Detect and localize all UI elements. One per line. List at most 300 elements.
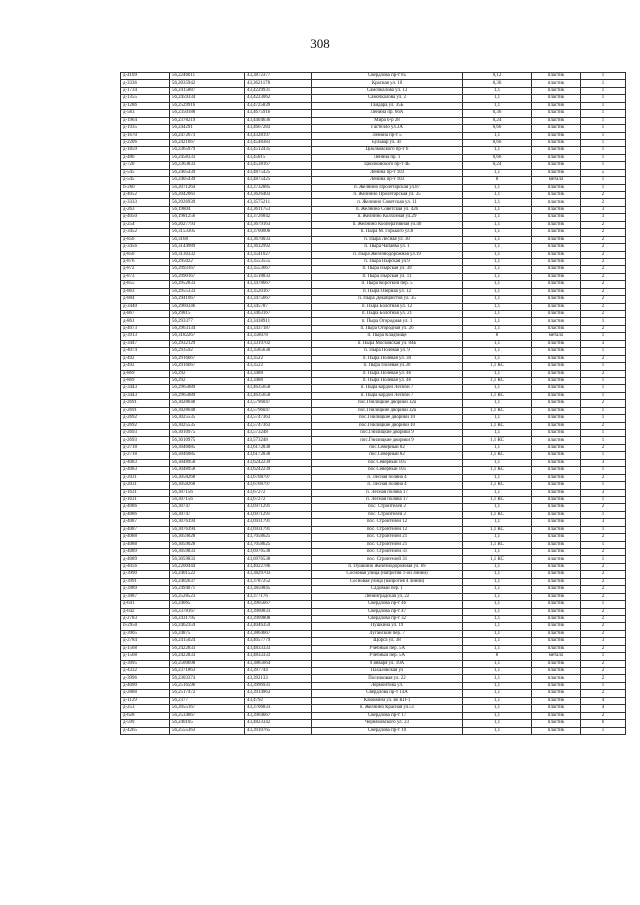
count-cell: 1 — [581, 482, 626, 489]
volume-cell: 1,1 — [463, 638, 532, 645]
material-cell: пластик — [532, 549, 581, 556]
table-row — [121, 73, 626, 80]
count-cell: 1 — [581, 511, 626, 518]
count-cell: 2 — [581, 296, 626, 303]
volume-cell: 1,1 — [463, 593, 532, 600]
latitude-cell: 56,30747 — [170, 511, 245, 518]
site-id-cell: д-2718 — [121, 452, 170, 459]
address-cell: Гайдара ул. 35Б — [312, 102, 463, 109]
volume-cell: 1,1 — [463, 534, 532, 541]
longitude-cell: 43,6708797 — [245, 474, 312, 481]
longitude-cell: 43,4512435 — [245, 147, 312, 154]
volume-cell: 1,1 КС — [463, 526, 532, 533]
count-cell: 1 — [581, 95, 626, 102]
address-cell: Свердлова пр-т 32 — [312, 615, 463, 622]
longitude-cell: 43,3621178 — [245, 80, 312, 87]
site-id-cell: д-4052 — [121, 192, 170, 199]
material-cell: пластик — [532, 504, 581, 511]
count-cell: 1 — [581, 452, 626, 459]
latitude-cell: 56,244291 — [170, 125, 245, 132]
material-cell: пластик — [532, 563, 581, 570]
material-cell: пластик — [532, 660, 581, 667]
longitude-cell: 43,397744 — [245, 668, 312, 675]
longitude-cell: 43,3553667 — [245, 266, 312, 273]
longitude-cell: 43,5796047 — [245, 400, 312, 407]
address-cell: п. Пыра Декабристов ул. 35 — [312, 296, 463, 303]
count-cell: 1 — [581, 467, 626, 474]
latitude-cell: 56,2952833 — [170, 281, 245, 288]
longitude-cell: 43,67272 — [245, 489, 312, 496]
site-id-cell: д-3443 — [121, 385, 170, 392]
latitude-cell: 56,2965889 — [170, 392, 245, 399]
material-cell: пластик — [532, 593, 581, 600]
volume-cell: 0,24 — [463, 117, 532, 124]
longitude-cell: 43,4823342 — [245, 720, 312, 727]
table-row — [121, 504, 626, 511]
count-cell: 2 — [581, 258, 626, 265]
table-row — [121, 519, 626, 526]
volume-cell: 1,1 — [463, 214, 532, 221]
count-cell: 1 — [581, 556, 626, 563]
material-cell: пластик — [532, 147, 581, 154]
latitude-cell: 56,2405439 — [170, 169, 245, 176]
table-row — [121, 102, 626, 109]
address-cell: Сосновая улица (напротив 1-ой линии) — [312, 571, 463, 578]
latitude-cell: 56,2955333 — [170, 288, 245, 295]
volume-cell: 1,1 — [463, 251, 532, 258]
volume-cell: 1,1 КС — [463, 452, 532, 459]
volume-cell: 1,1 — [463, 571, 532, 578]
material-cell: металл — [532, 177, 581, 184]
material-cell: пластик — [532, 258, 581, 265]
volume-cell: 1,1 — [463, 266, 532, 273]
count-cell: 5 — [581, 169, 626, 176]
table-row — [121, 110, 626, 117]
table-row — [121, 407, 626, 414]
site-id-cell: д-1129 — [121, 697, 170, 704]
material-cell: пластик — [532, 541, 581, 548]
table-row — [121, 355, 626, 362]
volume-cell: 0,66 — [463, 125, 532, 132]
material-cell: пластик — [532, 229, 581, 236]
count-cell: 2 — [581, 273, 626, 280]
table-row — [121, 697, 626, 704]
longitude-cell: 43,573248 — [245, 430, 312, 437]
table-row — [121, 80, 626, 87]
site-id-cell: д-4265 — [121, 727, 170, 734]
address-cell: пос.Гнилицкие дворики 32а — [312, 407, 463, 414]
material-cell: пластик — [532, 110, 581, 117]
count-cell: 1 — [581, 377, 626, 384]
volume-cell: 1,1 — [463, 675, 532, 682]
latitude-cell: 56,292 — [170, 370, 245, 377]
table-row — [121, 444, 626, 451]
address-cell: п. Пыра Пырская ул. 39 — [312, 266, 463, 273]
latitude-cell: 56,3058268 — [170, 474, 245, 481]
table-row — [121, 645, 626, 652]
material-cell: пластик — [532, 623, 581, 630]
site-id-cell: д-4087 — [121, 519, 170, 526]
material-cell: пластик — [532, 348, 581, 355]
volume-cell: 1,1 КС — [463, 407, 532, 414]
material-cell: пластик — [532, 534, 581, 541]
site-id-cell: д-850 — [121, 251, 170, 258]
longitude-cell: 43,6971291 — [245, 511, 312, 518]
longitude-cell: 43,3910765 — [245, 727, 312, 734]
material-cell: пластик — [532, 318, 581, 325]
latitude-cell: 56,2378219 — [170, 117, 245, 124]
latitude-cell: 56,2405439 — [170, 177, 245, 184]
count-cell: 2 — [581, 660, 626, 667]
address-cell: Самочкалова ул. 13 — [312, 87, 463, 94]
site-id-cell: д-492 — [121, 363, 170, 370]
longitude-cell: 43,6976538 — [245, 549, 312, 556]
longitude-cell: 43,3520167 — [245, 288, 312, 295]
container-sites-table — [120, 72, 605, 735]
material-cell: пластик — [532, 705, 581, 712]
address-cell: Ленина пр. 66А — [312, 110, 463, 117]
page-number: 308 — [310, 36, 330, 51]
latitude-cell: 56,2421667 — [170, 139, 245, 146]
site-id-cell: д-3990 — [121, 571, 170, 578]
address-cell: пос.Гнилицкие дворики 10 — [312, 422, 463, 429]
material-cell: пластик — [532, 311, 581, 318]
address-cell: п. Лесная поляна 4 — [312, 482, 463, 489]
address-cell: пос. Строителей 31 — [312, 549, 463, 556]
longitude-cell: 43,3438911 — [245, 318, 312, 325]
latitude-cell: 56,2462359 — [170, 623, 245, 630]
table-row — [121, 675, 626, 682]
volume-cell: 1,1 — [463, 578, 532, 585]
material-cell: пластик — [532, 467, 581, 474]
table-row — [121, 340, 626, 347]
table-row — [121, 556, 626, 563]
latitude-cell: 56,2932129 — [170, 340, 245, 347]
site-id-cell: д-4088 — [121, 541, 170, 548]
longitude-cell: 43,4328197 — [245, 132, 312, 139]
longitude-cell: 43,3437187 — [245, 325, 312, 332]
volume-cell: 1,1 — [463, 586, 532, 593]
address-cell: п. Пыра Пырская ул.9 — [312, 258, 463, 265]
site-id-cell: д-2784 — [121, 638, 170, 645]
longitude-cell: 43,3475667 — [245, 296, 312, 303]
table-row — [121, 281, 626, 288]
site-id-cell: д-2693 — [121, 437, 170, 444]
material-cell: пластик — [532, 251, 581, 258]
volume-cell: 1,1 — [463, 459, 532, 466]
address-cell: пос. Строителей 31 — [312, 556, 463, 563]
latitude-cell: 56,3025535 — [170, 422, 245, 429]
table-row — [121, 430, 626, 437]
volume-cell: 1,1 — [463, 340, 532, 347]
volume-cell: 1,1 КС — [463, 556, 532, 563]
site-id-cell: д-4083 — [121, 467, 170, 474]
material-cell: пластик — [532, 125, 581, 132]
site-id-cell: д-3452 — [121, 229, 170, 236]
count-cell: 2 — [581, 311, 626, 318]
table-row — [121, 288, 626, 295]
longitude-cell: 43,4725839 — [245, 102, 312, 109]
address-cell: п. Пыра Огородная ул. 1 — [312, 318, 463, 325]
material-cell: пластик — [532, 474, 581, 481]
latitude-cell: 56,3025535 — [170, 415, 245, 422]
latitude-cell: 56,3048958 — [170, 459, 245, 466]
table-row — [121, 720, 626, 727]
material-cell: пластик — [532, 162, 581, 169]
volume-cell: 1,1 — [463, 489, 532, 496]
latitude-cell: 56,3168 — [170, 236, 245, 243]
material-cell: пластик — [532, 601, 581, 608]
longitude-cell: 43,3700006 — [245, 229, 312, 236]
volume-cell: 1,1 — [463, 206, 532, 213]
table-row — [121, 437, 626, 444]
volume-cell: 1,1 — [463, 727, 532, 734]
volume-cell: 1,1 — [463, 102, 532, 109]
site-id-cell: д-599 — [121, 720, 170, 727]
longitude-cell: 43,3626403 — [245, 192, 312, 199]
table-row — [121, 705, 626, 712]
volume-cell: 1,1 — [463, 184, 532, 191]
latitude-cell: 56,2401522 — [170, 571, 245, 578]
latitude-cell: 56,2990167 — [170, 273, 245, 280]
longitude-cell: 43,4046359 — [245, 623, 312, 630]
site-id-cell: д-3336 — [121, 80, 170, 87]
address-cell: пос.Гнилицкие дворики 9 — [312, 430, 463, 437]
latitude-cell: 56,2516596 — [170, 682, 245, 689]
table-row — [121, 549, 626, 556]
longitude-cell: 43,3478667 — [245, 281, 312, 288]
latitude-cell: 56,2026939 — [170, 199, 245, 206]
material-cell: пластик — [532, 221, 581, 228]
site-id-cell: д-2692 — [121, 415, 170, 422]
count-cell: 1 — [581, 80, 626, 87]
table-row — [121, 221, 626, 228]
latitude-cell: 56,2350188 — [170, 110, 245, 117]
count-cell: 1 — [581, 184, 626, 191]
site-id-cell: п-2950 — [121, 623, 170, 630]
latitude-cell: 56,3059833 — [170, 549, 245, 556]
address-cell: Бульвар ул. 4Г — [312, 139, 463, 146]
longitude-cell: 43,3518833 — [245, 273, 312, 280]
count-cell: 2 — [581, 444, 626, 451]
site-id-cell: д-3991 — [121, 578, 170, 585]
address-cell: п. Пыра Московская ул. 84Б — [312, 340, 463, 347]
table-row — [121, 534, 626, 541]
address-cell: п. Пыра Полевая ул. 9 — [312, 348, 463, 355]
volume-cell: 1,1 — [463, 355, 532, 362]
volume-cell: 1,1 КС — [463, 422, 532, 429]
site-id-cell: д-3996 — [121, 675, 170, 682]
address-cell: Пахаловская ул — [312, 668, 463, 675]
volume-cell: 1,1 — [463, 311, 532, 318]
address-cell: п. Желнино Кооперативная ул.40 — [312, 221, 463, 228]
site-id-cell: д-1568 — [121, 653, 170, 660]
table-row — [121, 541, 626, 548]
count-cell: 1 — [581, 392, 626, 399]
longitude-cell: 43,3850845 — [245, 586, 312, 593]
volume-cell: 1,1 — [463, 690, 532, 697]
count-cell: 3 — [581, 519, 626, 526]
count-cell: 1 — [581, 682, 626, 689]
longitude-cell: 43,377176 — [245, 593, 312, 600]
site-id-cell: д-2718 — [121, 444, 170, 451]
longitude-cell: 43,5747363 — [245, 415, 312, 422]
site-id-cell: д-876 — [121, 258, 170, 265]
longitude-cell: 43,4675916 — [245, 110, 312, 117]
site-id-cell: д-4332 — [121, 668, 170, 675]
table-row — [121, 660, 626, 667]
address-cell: Учебный пер. 5А — [312, 645, 463, 652]
table-row — [121, 117, 626, 124]
address-cell: Мира б-р 28 — [312, 117, 463, 124]
site-id-cell: д-1631 — [121, 489, 170, 496]
address-cell: Свердлова пр-т 85 — [312, 73, 463, 80]
table-row — [121, 563, 626, 570]
volume-cell: 1,1 — [463, 549, 532, 556]
latitude-cell: 56,292 — [170, 377, 245, 384]
count-cell: 1 — [581, 87, 626, 94]
table-row — [121, 229, 626, 236]
table-row — [121, 363, 626, 370]
material-cell: пластик — [532, 444, 581, 451]
table-row — [121, 333, 626, 340]
longitude-cell: 43,3670033 — [245, 236, 312, 243]
table-body — [121, 73, 626, 735]
latitude-cell: 56,307156 — [170, 496, 245, 503]
longitude-cell: 43,4635658 — [245, 392, 312, 399]
latitude-cell: 56,2529916 — [170, 102, 245, 109]
volume-cell: 1,1 — [463, 712, 532, 719]
latitude-cell: 56,2916667 — [170, 355, 245, 362]
latitude-cell: 56,2500698 — [170, 660, 245, 667]
address-cell: п. Желнино Советская ул. 42б — [312, 206, 463, 213]
table-row — [121, 571, 626, 578]
site-id-cell: д-3456 — [121, 244, 170, 251]
count-cell: 2 — [581, 236, 626, 243]
latitude-cell: 56,2200444 — [170, 563, 245, 570]
volume-cell: 1,1 — [463, 318, 532, 325]
latitude-cell: 56,29815 — [170, 311, 245, 318]
longitude-cell: 43,4833333 — [245, 645, 312, 652]
material-cell: пластик — [532, 370, 581, 377]
count-cell: 1 — [581, 132, 626, 139]
address-cell: пос.Северный 82 — [312, 444, 463, 451]
address-cell: Ленина пр-т 103 — [312, 177, 463, 184]
site-id-cell: д-869 — [121, 377, 170, 384]
volume-cell: 1,1 — [463, 630, 532, 637]
longitude-cell: 43,6971291 — [245, 504, 312, 511]
address-cell: пос. Строителей 2 — [312, 511, 463, 518]
address-cell: Луганский пер. 7 — [312, 630, 463, 637]
table-row — [121, 392, 626, 399]
material-cell: пластик — [532, 645, 581, 652]
volume-cell: 1,1 — [463, 705, 532, 712]
count-cell: 1 — [581, 437, 626, 444]
latitude-cell: 56,3059028 — [170, 534, 245, 541]
address-cell: п. Желнино Пролетарская ул.87 — [312, 184, 463, 191]
material-cell: пластик — [532, 102, 581, 109]
count-cell: 2 — [581, 504, 626, 511]
longitude-cell: 43,4223062 — [245, 95, 312, 102]
count-cell: 3 — [581, 489, 626, 496]
longitude-cell: 43,6172838 — [245, 444, 312, 451]
site-id-cell: д-3995 — [121, 660, 170, 667]
longitude-cell: 43,3632992 — [245, 244, 312, 251]
material-cell: пластик — [532, 325, 581, 332]
table-row — [121, 169, 626, 176]
table-row — [121, 511, 626, 518]
table-row — [121, 95, 626, 102]
address-cell: п. Пыра Огородная ул. 26 — [312, 325, 463, 332]
longitude-cell: 43,3522 — [245, 355, 312, 362]
material-cell: пластик — [532, 586, 581, 593]
volume-cell: 1,1 — [463, 281, 532, 288]
material-cell: пластик — [532, 571, 581, 578]
longitude-cell: 43,6931791 — [245, 519, 312, 526]
site-id-cell: д-545 — [121, 177, 170, 184]
table-row — [121, 727, 626, 734]
volume-cell: 1,1 — [463, 87, 532, 94]
site-id-cell: д-2691 — [121, 407, 170, 414]
site-id-cell: д-4087 — [121, 526, 170, 533]
table-row — [121, 496, 626, 503]
volume-cell: 1,1 КС — [463, 482, 532, 489]
material-cell: пластик — [532, 415, 581, 422]
longitude-cell: 43,4833333 — [245, 653, 312, 660]
latitude-cell: 56,3153305 — [170, 229, 245, 236]
volume-cell: 1,1 — [463, 303, 532, 310]
volume-cell: 1,1 — [463, 273, 532, 280]
longitude-cell: 43,392133 — [245, 675, 312, 682]
longitude-cell: 43,3885664 — [245, 660, 312, 667]
longitude-cell: 43,4635658 — [245, 385, 312, 392]
count-cell: 1 — [581, 139, 626, 146]
count-cell: 4 — [581, 705, 626, 712]
material-cell: металл — [532, 333, 581, 340]
address-cell: Поселковая ул. 22 — [312, 675, 463, 682]
address-cell: Щорса ул. 38 — [312, 638, 463, 645]
volume-cell: 1,1 КС — [463, 377, 532, 384]
table-row — [121, 147, 626, 154]
site-id-cell: д-861 — [121, 318, 170, 325]
material-cell: пластик — [532, 578, 581, 585]
site-id-cell: д-253 — [121, 705, 170, 712]
longitude-cell: 43,3585638 — [245, 348, 312, 355]
material-cell: пластик — [532, 630, 581, 637]
count-cell: 1 — [581, 727, 626, 734]
table-row — [121, 184, 626, 191]
table-row — [121, 593, 626, 600]
material-cell: пластик — [532, 682, 581, 689]
table-row — [121, 139, 626, 146]
table-row — [121, 199, 626, 206]
site-id-cell: д-4050 — [121, 214, 170, 221]
count-cell: 2 — [581, 534, 626, 541]
address-cell: п. Пыра Кладбище — [312, 333, 463, 340]
longitude-cell: 43,6708797 — [245, 482, 312, 489]
site-id-cell: д-720 — [121, 162, 170, 169]
table-row — [121, 251, 626, 258]
table-row — [121, 318, 626, 325]
address-cell: пос.Северный 105 — [312, 467, 463, 474]
volume-cell: 1,1 — [463, 400, 532, 407]
site-id-cell: д-2888 — [121, 690, 170, 697]
material-cell: пластик — [532, 80, 581, 87]
table-row — [121, 325, 626, 332]
table-row — [121, 377, 626, 384]
material-cell: пластик — [532, 392, 581, 399]
latitude-cell: 56,2993167 — [170, 266, 245, 273]
